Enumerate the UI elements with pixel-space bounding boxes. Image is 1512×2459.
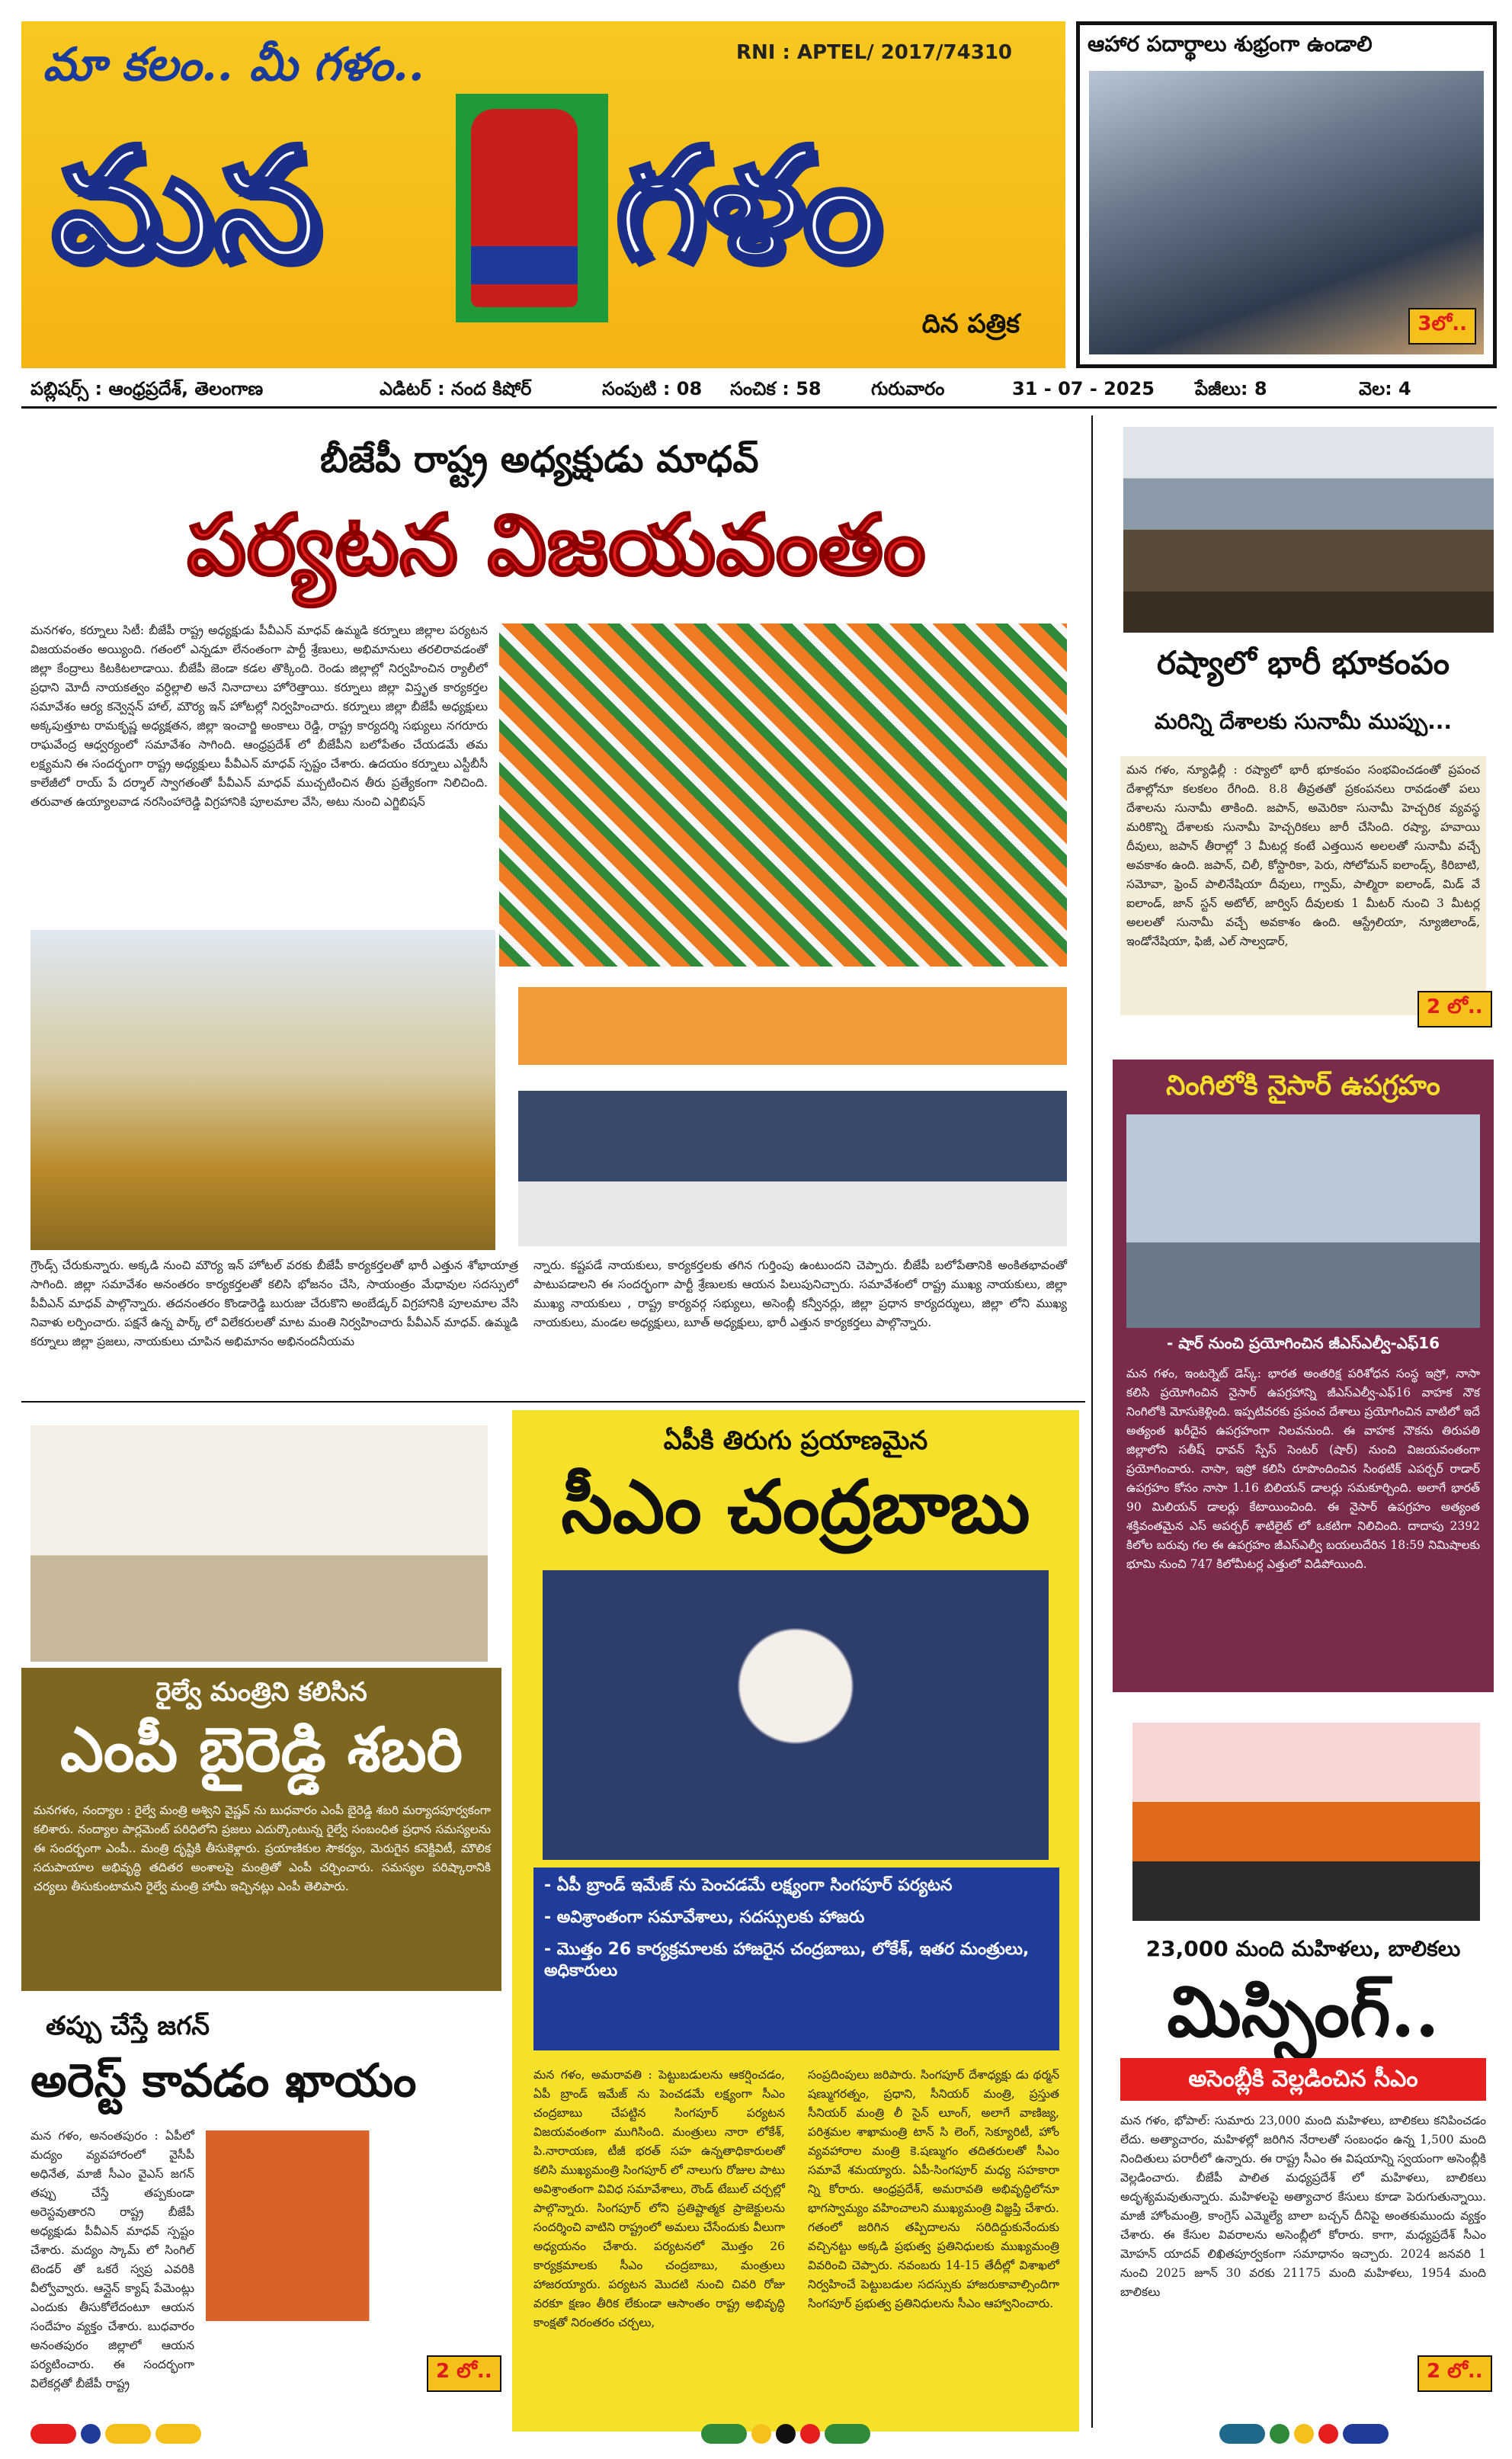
missing-text: మన గళం, భోపాల్: సుమారు 23,000 మంది మహిళలు, బాలికలు కనిపించడం లేదు. అత్యాచారం, మహిళల్లో జరిగిన నేరాలతో సంబంధం ఉన్న 1,500 మంది నిందితులు పరారీలో ఉన్నారు. ఈ రాష్ట్ర సీఎం ఈ విషయాన్ని స్వయంగా అసెంబ్లీకి వెల్లడించారు. బీజేపీ పాలిత మధ్యప్రదేశ్ లో మహిళలు, బాలికలు అదృశ్యమవుతున్నారు. మహిళలపై అత్యాచార కేసులు కూడా పెరుగుతున్నాయి. మాజీ హోంమంత్రి, కాంగ్రెస్ ఎమ్మెల్యే బాలా బచ్చన్ దీనిపై అంతకుముందు వ్యక్తం చేశారు. ఈ కేసుల వివరాలను అసెంబ్లీలో కోరారు. కాగా, మధ్యప్రదేశ్ సీఎం మోహన్ యాదవ్ లిఖితపూర్వకంగా సమాధానం ఇచ్చారు. 2024 జనవరి 1 నుంచి 2025 జూన్ 30 వరకు 21175 మంది మహిళలు, 1954 మంది బాలికలు — [1120, 2114, 1486, 2299]
logo-text-right: గళం — [616, 114, 881, 293]
missing-subtitle: అసెంబ్లీకి వెల్లడించిన సీఎం — [1120, 2058, 1486, 2101]
footer-dot — [155, 2424, 201, 2444]
footer-dot — [751, 2424, 771, 2444]
jagan-text-narrow: మన గళం, అనంతపురం : ఏపీలో మద్యం వ్యవహారంలో వైసీపీ అధినేత, మాజీ సీఎం వైఎస్ జగన్ తప్పు చేస్తే తప్పకుండా అరెస్టవుతారని రాష్ట్ర బీజేపీ అధ్యక్షుడు పీవీఎన్ మాధవ్ స్పష్టం చేశారు. మద్యం స్కామ్ లో సింగిల్ టెండర్ తో ఒకరే స్వప్ర ఎవరికి వీల్వోవ్వారు. ఆన్లైన్ క్యాష్ పేమెంట్లు ఎందుకు తీసుకోలేదంటూ ఆయన సందేహం వ్యక్తం చేశారు. బుధవారం అనంతపురం జిల్లాలో ఆయన పర్యటించారు. ఈ సందర్భంగా విలేకర్లతో బీజేపీ రాష్ట్ర — [30, 2129, 194, 2390]
footer-dot — [1294, 2424, 1314, 2444]
teaser-food-badge[interactable]: 3లో.. — [1408, 308, 1476, 345]
footer-dot — [105, 2424, 151, 2444]
masthead — [21, 21, 1065, 368]
footer-dot — [1343, 2424, 1389, 2444]
sabari-text: మనగళం, నంద్యాల : రైల్వే మంత్రి అశ్విని వైష్ణవ్ ను బుధవారం ఎంపీ బైరెడ్డి శబరి మర్యాదపూర్వకంగా కలిశారు. నంద్యాల పార్లమెంట్ పరిధిలోని ప్రజలు ఎదుర్కొంటున్న రైల్వే సంబంధిత ప్రధాన సమస్యలను ఈ సందర్భంగా ఎంపీ.. మంత్రి దృష్టికి తీసుకెళ్లారు. ప్రయాణికుల సౌకర్యం, మెరుగైన కనెక్టివిటీ, మౌలిక సదుపాయాల అభివృద్ధి తదితర అంశాలపై మంత్రితో ఎంపీ చర్చించారు. సమస్యల పరిష్కారానికి చర్యలు తీసుకుంటామని రైల్వే మంత్రి హామీ ఇచ్చినట్లు ఎంపీ తెలిపారు. — [34, 1803, 491, 1893]
missing-badge[interactable]: 2 లో.. — [1418, 2355, 1492, 2392]
issue-info-bar — [21, 372, 1497, 409]
nisar-caption: - షార్ నుంచి ప్రయోగించిన జీఎస్ఎల్వీ-ఎఫ్16 — [1166, 1334, 1440, 1352]
jagan-madhav-photo — [206, 2130, 503, 2321]
cbn-highlight-2: - అవిశ్రాంతంగా సమావేశాలు, సదస్సులకు హాజరు — [533, 1900, 1059, 1932]
tsunami-headline[interactable]: రష్యాలో భారీ భూకంపం — [1156, 644, 1450, 681]
cbn-highlights — [533, 1867, 1059, 2050]
footer-color-dots-left — [30, 2424, 206, 2447]
footer-color-dots-center — [701, 2424, 875, 2447]
footer-dot — [825, 2424, 870, 2444]
jagan-badge[interactable]: 2 లో.. — [427, 2355, 501, 2392]
footer-dot — [1219, 2424, 1265, 2444]
nisar-text: మన గళం, ఇంటర్నెట్ డెస్క్: భారత అంతరిక్ష పరిశోధన సంస్థ ఇస్రో, నాసా కలిసి ప్రయోగించిన నైసార్ ఉపగ్రహాన్ని జీఎస్ఎల్వీ-ఎఫ్16 వాహక నౌక నింగిలోకి మోసుకెళ్లింది. ఇప్పటివరకు ప్రపంచ దేశాలు ప్రయోగించిన వాటిలో ఇదే అత్యంత ఖరీదైన ఉపగ్రహంగా నిలవనుంది. ఈ వాహక నౌకను తిరుపతి జిల్లాలోని సతీష్ ధావన్ స్పేస్ సెంటర్ (షార్) నుంచి విజయవంతంగా ప్రయోగించారు. నాసా, ఇస్రో కలిసి రూపొందించిన సింథటిక్ ఎపర్చర్ రాడార్ ఉపగ్రహం కోసం నాసా 1.16 బిలియన్ డాలర్లు సమకూర్చింది. అలాగే భారత్ 90 మిలియన్ డాలర్లు కేటాయించింది. ఈ నైసార్ ఉపగ్రహం అత్యంత శక్తివంతమైన ఎస్ అపర్చర్ శాటిలైట్ లో ఒకటిగా నిలిచింది. దాదాపు 2392 కిలోల బరువు గల ఈ ఉపగ్రహం జీఎస్ఎల్వీ బయలుదేరిన 18:59 నిమిషాలకు భూమి నుంచి 747 కిలోమీటర్ల ఎత్తులో విడిపోయింది. — [1126, 1367, 1480, 1571]
footer-dot — [1270, 2424, 1289, 2444]
sabari-headline[interactable]: ఎంపీ బైరెడ్డి శబరి — [59, 1714, 463, 1785]
rni-number: RNI : APTEL/ 2017/74310 — [735, 41, 1012, 64]
jagan-headline[interactable]: అరెస్ట్ కావడం ఖాయం — [30, 2054, 417, 2108]
edition-label: దిన పత్రిక — [921, 309, 1020, 339]
missing-headline[interactable]: మిస్సింగ్.. — [1167, 1970, 1440, 2053]
footer-dot — [81, 2424, 101, 2444]
cbn-text-right: సంప్రదింపులు జరిపారు. సింగపూర్ దేశాధ్యక్షు డు థర్మన్ షణ్ముగరత్నం, ప్రధాని, సీనియర్ మంత్రి, ప్రస్తుత సీనియర్ మంత్రి లీ సైన్ లూంగ్, అలాగే వాణిజ్య, పరిశ్రమల శాఖామంత్రి టాన్ సి లెంగ్, సెక్యూరిటీ, హోం వ్యవహారాల మంత్రి కె.షణ్ముగం తదితరులతో సీఎం సమావే శమయ్యారు. ఏపీ-సింగపూర్ మధ్య సహకారా న్ని కోరారు. ఆంధ్రప్రదేశ్, అమరావతి అభివృద్ధిలోనూ భాగస్వామ్యం వహించాలని ముఖ్యమంత్రి విజ్ఞప్తి చేశారు. గతంలో జరిగిన తప్పిదాలను సరిదిద్దుకునేందుకు వచ్చినట్టు అక్కడి ప్రభుత్వ ప్రతినిధులకు ముఖ్యమంత్రి వివరించి చెప్పారు. నవంబరు 14-15 తేదీల్లో విశాఖలో నిర్వహించే పెట్టుబడుల సదస్సుకు హాజరుకావాల్సిందిగా సింగపూర్ ప్రభుత్వ ప్రతినిధులను సీఎం ఆహ్వానించారు. — [808, 2068, 1059, 2310]
cbn-highlight-1: - ఏపీ బ్రాండ్ ఇమేజ్ ను పెంచడమే లక్ష్యంగా సింగపూర్ పర్యటన — [533, 1867, 1059, 1900]
sabari-kicker: రైల్వే మంత్రిని కలిసిన — [155, 1677, 367, 1707]
cbn-kicker: ఏపీకి తిరుగు ప్రయాణమైన — [663, 1425, 928, 1456]
tsunami-subtitle: మరిన్ని దేశాలకు సునామీ ముప్పు... — [1154, 709, 1453, 734]
jagan-kicker: తప్పు చేస్తే జగన్ — [46, 2011, 210, 2041]
lead-paragraph-3: న్నారు. కష్టపడే నాయకులు, కార్యకర్తలకు తగిన గుర్తింపు ఉంటుందని చెప్పారు. బీజేపీ బలోపేతానికి అంకితభావంతో పాటుపడాలని ఈ సందర్భంగా పార్టీ శ్రేణులకు ఆయన పిలుపునిచ్చారు. సమావేశంలో రాష్ట్ర ముఖ్య నాయకులు, జిల్లా ముఖ్య నాయకులు , రాష్ట్ర కార్యవర్గ సభ్యులు, అసెంబ్లీ కన్వీనర్లు, జిల్లా ప్రధాన కార్యదర్శులు, జిల్లా లోని ముఖ్య నాయకులు, మండల అధ్యక్షులు, బూత్ అధ్యక్షులు, భారీ ఎత్తున కార్యకర్తలు పాల్గొన్నారు. — [533, 1258, 1067, 1329]
lead-kicker: బీజేపీ రాష్ట్ర అధ్యక్షుడు మాధవ్ — [320, 438, 759, 481]
nisar-rocket-photo — [1126, 1114, 1480, 1328]
price-label: వెల: 4 — [1359, 378, 1411, 399]
footer-dot — [1318, 2424, 1338, 2444]
cbn-text-left: మన గళం, అమరావతి : పెట్టుబడులను ఆకర్షించడం, ఏపీ బ్రాండ్ ఇమేజ్ ను పెంచడమే లక్ష్యంగా సీఎం చంద్రబాబు చేపట్టిన సింగపూర్ పర్యటన విజయవంతంగా ముగిసింది. మంత్రులు నారా లోకేశ్, పి.నారాయణ, టీజీ భరత్ సహ ఉన్నతాధికారులతో కలిసి ముఖ్యమంత్రి సింగపూర్ లో నాలుగు రోజుల పాటు అవిశ్రాంతంగా వివిధ సమావేశాలు, రౌండ్ టేబుల్ చర్చల్లో పాల్గొన్నారు. సింగపూర్ లోని ప్రతిష్టాత్మక ప్రాజెక్టులను సందర్శించి వాటిని రాష్ట్రంలో అమలు చేసేందుకు వీలుగా అధ్యయనం చేశారు. పర్యటనలో మొత్తం 26 కార్యక్రమాలకు సీఎం చంద్రబాబు, మంత్రులు హాజరయ్యారు. పర్యటన మొదటి నుంచి చివరి రోజు వరకూ క్షణం తీరిక లేకుండా ఆసాంతం రాష్ట్ర అభివృద్ధి కాంక్షతో నిరంతరం చర్చలు, — [533, 2068, 785, 2329]
missing-leader-photo — [1132, 1723, 1480, 1921]
date-label: 31 - 07 - 2025 — [1012, 378, 1155, 399]
tsunami-text: మన గళం, న్యూఢిల్లీ : రష్యాలో భారీ భూకంపం సంభవించడంతో ప్రపంచ దేశాల్లోనూ కలకలం రేగింది. 8.8 తీవ్రతతో ప్రకంపనలు రావడంతో పలు దేశాలను సునామీ తాకింది. జపాన్, అమెరికా సునామీ హెచ్చరిక వ్యవస్థ మరికొన్ని దేశాలకు సునామీ హెచ్చరికలు జారీ చేసింది. రష్యా, హవాయి దీవులు, జపాన్ తీరాల్లో 3 మీటర్ల కంటే ఎత్తయిన అలలతో సునామీ వచ్చే అవకాశం ఉంది. జపాన్, చిలీ, కోస్టారికా, పెరు, సోలోమన్ ఐలాండ్స్, కిరిబాటి, సమోవా, ఫ్రెంచ్ పాలినేషియా దీవులు, గ్వామ్, పాల్మిరా ఐలాండ్, మిడ్ వే ఐలాండ్, జాన్ స్టన్ అటోల్, జార్విస్ దీవులకు 1 మీటర్ నుంచి 3 మీటర్ల అలలతో సునామీ వచ్చే అవకాశం ఉంది. ఆస్ట్రేలియా, న్యూజిలాండ్, ఇండోనేషియా, ఫిజీ, ఎల్ సాల్వడార్, — [1120, 756, 1486, 1015]
cbn-box — [512, 1410, 1079, 2432]
footer-color-dots-right — [1219, 2424, 1393, 2447]
lead-meeting-photo — [518, 987, 1067, 1246]
lead-statue-photo — [30, 930, 495, 1250]
cbn-headline[interactable]: సీఎం చంద్రబాబు — [561, 1464, 1030, 1550]
cbn-photo — [543, 1570, 1049, 1860]
tsunami-photo — [1123, 427, 1494, 633]
logo-text-left: మన — [52, 114, 321, 293]
pages-label: పేజీలు: 8 — [1195, 378, 1267, 399]
lead-headline[interactable]: పర్యటన విజయవంతం — [187, 495, 926, 594]
footer-dot — [800, 2424, 820, 2444]
footer-dot — [701, 2424, 747, 2444]
editor-label: ఎడిటర్ : నంద కిషోర్ — [380, 378, 532, 399]
lead-paragraph-1: మనగళం, కర్నూలు సిటీ: బీజేపీ రాష్ట్ర అధ్యక్షుడు పీవీఎన్ మాధవ్ ఉమ్మడి కర్నూలు జిల్లాల పర్యటన విజయవంతం అయ్యింది. గతంలో ఎన్నడూ లేనంతంగా పార్టీ శ్రేణులు, అభిమానులు తరలిరావడంతో జిల్లా కేంద్రాలు కిటకిటలాడాయి. బీజేపీ జెండా కడల తొక్కింది. రెండు జిల్లాల్లో నిర్వహించిన ర్యాలీలో ప్రధాని మోదీ నాయకత్వం వర్ధిల్లాలి అనే నినాదాలు హోరెత్తాయి. కర్నూలు జిల్లా విస్తృత కార్యకర్తల సమావేశం ఆర్య కన్వెన్షన్ హాల్, మౌర్య ఇన్ హోటల్లో నిర్వహించారు. కర్నూలు జిల్లా బీజేపీ అధ్యక్షులు అక్కపుత్తూట రామకృష్ణ అధ్యక్షతన, జిల్లా ఇంచార్జి అంకాలు రెడ్డి, రాష్ట్ర కార్యదర్శి సభ్యులు నగరూరు రాఘవేంద్ర ఆధ్వర్యంలో సమావేశం సాగింది. ఆంధ్రప్రదేశ్ లో బీజేపీని బలోపేతం చేయడమే తమ లక్ష్యమని ఈ సందర్భంగా రాష్ట్ర అధ్యక్షులు పీవీఎన్ మాధవ్ స్పష్టం చేశారు. ఉదయం కర్నూలు ఎస్టీబీసీ కాలేజీలో రాయ్ పే దర్శాల్ స్వాగతంతో పీవీఎన్ మాధవ్ ముచ్చటించిన తీరు ప్రత్యేకంగా నిలిచింది. తరువాత ఉయ్యాలవాడ నరసింహారెడ్డి విగ్రహానికి పూలమాల వేసి, అటు నుంచి ఎగ్జిబిషన్ — [30, 624, 488, 809]
footer-dot — [776, 2424, 796, 2444]
cbn-highlight-3: - మొత్తం 26 కార్యక్రమాలకు హాజరైన చంద్రబాబు, లోకేశ్, ఇతర మంత్రులు, అధికారులు — [533, 1932, 1059, 1985]
volume-label: సంపుటి : 08 — [602, 378, 703, 399]
teaser-food-box[interactable] — [1076, 21, 1497, 368]
fist-pen-logo-icon — [456, 94, 608, 322]
section-rule — [21, 1401, 1085, 1403]
day-label: గురువారం — [871, 378, 945, 399]
lead-rally-photo — [499, 624, 1067, 967]
nisar-box — [1113, 1060, 1494, 1692]
masthead-slogan: మా కలం.. మీ గళం.. — [43, 38, 424, 91]
teaser-food-title: ఆహార పదార్థాలు శుభ్రంగా ఉండాలి — [1088, 31, 1373, 56]
tsunami-badge[interactable]: 2 లో.. — [1418, 991, 1492, 1028]
nisar-headline[interactable]: నింగిలోకి నైసార్ ఉపగ్రహం — [1166, 1070, 1440, 1101]
footer-dot — [30, 2424, 76, 2444]
sabari-meeting-photo — [30, 1425, 488, 1662]
lead-paragraph-2: గ్రౌండ్స్ చేరుకున్నారు. అక్కడి నుంచి మౌర్య ఇన్ హోటల్ వరకు బీజేపీ కార్యకర్తలతో భారీ ఎత్తున శోభాయాత్ర సాగింది. జిల్లా సమావేశం అనంతరం కార్యకర్తలతో కలిసి భోజనం చేసి, సాయంత్రం మేధావుల సదస్సులో పీవీఎన్ మాధవ్ పాల్గొన్నారు. తదనంతరం కొండారెడ్డి బురుజు చేరుకొని అంబేడ్కర్ విగ్రహానికి పూలమాల వేసి నివాళు లర్పించారు. పక్షనే ఉన్న పార్క్ లో విలేకరులతో మాట మంతి నిర్వహించారు పీవీఎన్ మాధవ్. ఉమ్మడి కర్నూలు జిల్లా ప్రజలు, నాయకులు చూపిన అభిమానం అభినందనీయమ — [30, 1258, 518, 1348]
missing-kicker: 23,000 మంది మహిళలు, బాలికలు — [1145, 1936, 1461, 1961]
column-divider — [1091, 415, 1093, 2428]
sabari-box — [21, 1668, 501, 1991]
publisher-label: పబ్లిషర్స్ : ఆంధ్రప్రదేశ్, తెలంగాణ — [30, 378, 264, 399]
issue-label: సంచిక : 58 — [730, 378, 822, 399]
pen-icon — [471, 246, 578, 284]
